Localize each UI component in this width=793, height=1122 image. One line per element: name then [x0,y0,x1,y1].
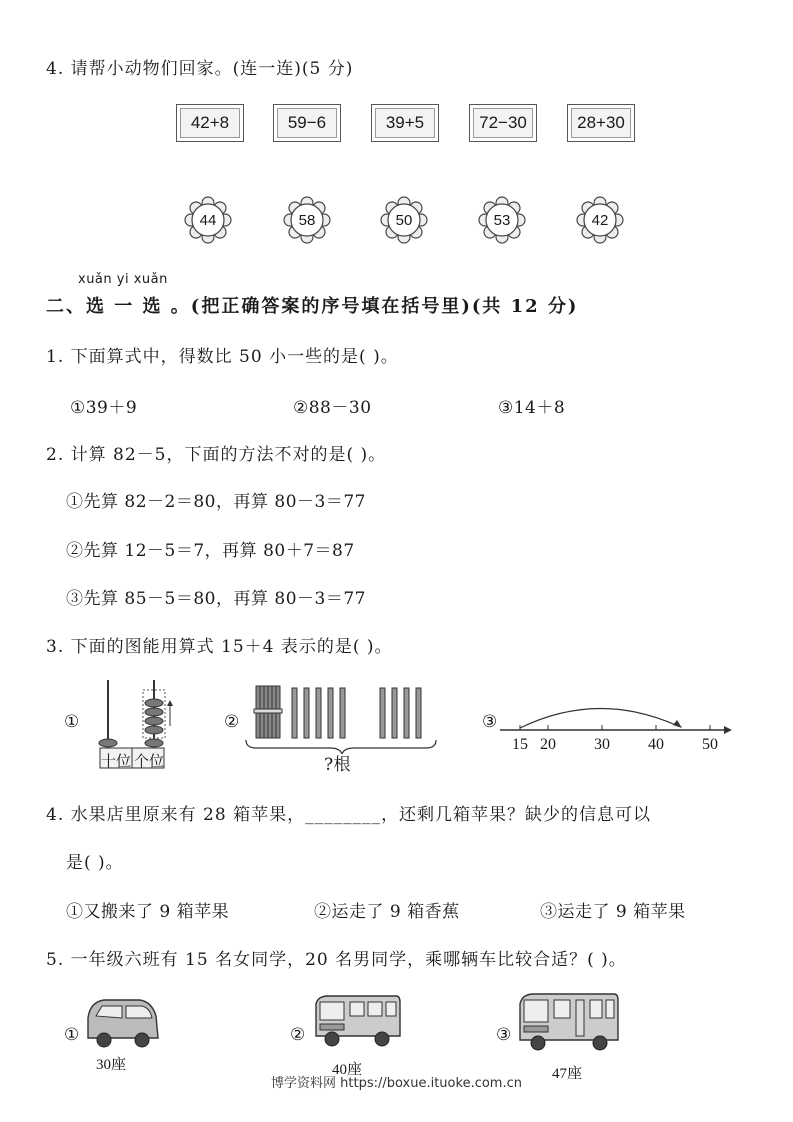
vehicle-2-marker: ② [290,1025,306,1045]
flower-number: 50 [395,211,413,229]
question-2-option-3: ③先算 85－5＝80，再算 80－3＝77 [66,589,366,609]
abacus-tens-label: 十位 [100,754,131,770]
question-5-text: 5. 一年级六班有 15 名女同学，20 名男同学，乘哪辆车比较合适？( )。 [46,950,627,970]
bus-icon [310,992,404,1050]
question-4-option-1: ①又搬来了 9 箱苹果 [66,902,230,922]
flower-house-1 [184,196,232,244]
flower-house-5 [576,196,624,244]
number-line-tick-20: 20 [540,736,556,753]
van-icon [82,994,162,1050]
number-line-tick-40: 40 [648,736,664,753]
number-line-tick-30: 30 [594,736,610,753]
vehicle-1-seats: 30座 [96,1057,127,1073]
flower-house-4 [478,196,526,244]
articulated-bus-icon [514,990,622,1054]
question-1-option-1: ①39＋9 [70,398,138,418]
number-line-tick-50: 50 [702,736,718,753]
expression-card-4: 72−30 [469,104,537,142]
section-pinyin: xuǎn yi xuǎn [78,272,168,287]
flower-number: 58 [298,211,316,229]
question-2-option-1: ①先算 82－2＝80，再算 80－3＝77 [66,492,366,512]
question-4-text-line1: 4. 水果店里原来有 28 箱苹果，________，还剩几箱苹果？缺少的信息可以 [46,805,652,825]
flower-number: 53 [493,211,511,229]
flower-house-2 [283,196,331,244]
question-3-option-2-marker: ② [224,712,240,732]
expression-card-3: 39+5 [371,104,439,142]
question-1-option-3: ③14＋8 [498,398,566,418]
sticks-caption: ?根 [324,755,352,775]
question-2-text: 2. 计算 82－5，下面的方法不对的是( )。 [46,445,387,465]
question-4-text-line2: 是( )。 [66,853,124,873]
question-3-option-1-marker: ① [64,712,80,732]
vehicle-3-seats: 47座 [552,1066,583,1082]
vehicle-2-seats: 40座 [332,1062,363,1078]
question-1-option-2: ②88－30 [293,398,372,418]
abacus-ones-label: 个位 [133,754,164,770]
question-1-text: 1. 下面算式中，得数比 50 小一些的是( )。 [46,347,399,367]
expression-card-1: 42+8 [176,104,244,142]
question-4-option-3: ③运走了 9 箱苹果 [540,902,686,922]
flower-number: 44 [199,211,217,229]
question-3-text: 3. 下面的图能用算式 15＋4 表示的是( )。 [46,637,393,657]
section-title: 二、选 一 选 。(把正确答案的序号填在括号里)(共 12 分) [46,296,579,317]
expression-card-5: 28+30 [567,104,635,142]
question-4-option-2: ②运走了 9 箱香蕉 [314,902,460,922]
vehicle-3-marker: ③ [496,1025,512,1045]
number-line-tick-15: 15 [512,736,528,753]
flower-house-3 [380,196,428,244]
expression-card-2: 59−6 [273,104,341,142]
question-2-option-2: ②先算 12－5＝7，再算 80＋7＝87 [66,541,355,561]
flower-number: 42 [591,211,609,229]
footer-watermark: 博学资料网 https://boxue.ituoke.com.cn [271,1076,522,1091]
question-3-option-3-marker: ③ [482,712,498,732]
sticks-illustration [244,682,440,754]
connect-question-title: 4. 请帮小动物们回家。(连一连)(5 分) [46,59,354,79]
vehicle-1-marker: ① [64,1025,80,1045]
